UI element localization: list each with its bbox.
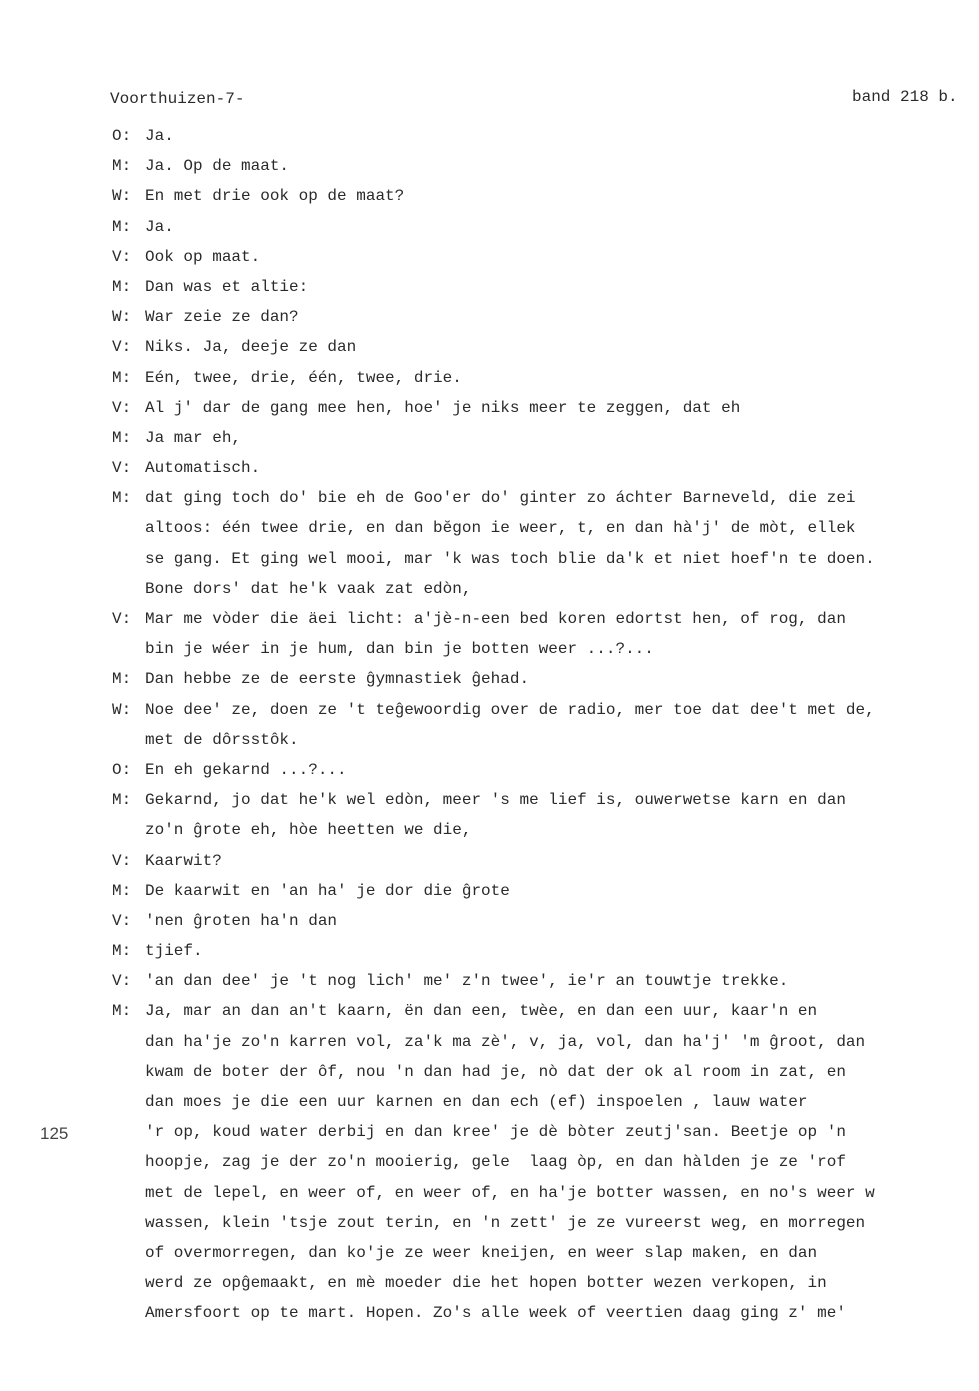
speaker-label: M: bbox=[112, 217, 132, 236]
speaker-label: M: bbox=[112, 368, 132, 387]
transcript-line bbox=[112, 272, 972, 302]
transcript-line bbox=[112, 785, 972, 815]
line-text: 'r op, koud water derbij en dan kree' je dè bòter zeutj'san. Beetje op 'n bbox=[145, 1123, 846, 1142]
speaker-label: V: bbox=[112, 459, 132, 478]
line-text: altoos: één twee drie, en dan bĕgon ie weer, t, en dan hà'j' de mòt, ellek bbox=[145, 519, 856, 538]
line-text: 'nen ĝroten ha'n dan bbox=[145, 911, 338, 930]
line-text: Niks. Ja, deeje ze dan bbox=[145, 338, 357, 357]
line-text: De kaarwit en 'an ha' je dor die ĝrote bbox=[145, 881, 510, 900]
speaker-label: M: bbox=[112, 428, 132, 447]
transcript-line bbox=[112, 363, 972, 393]
line-text: Ja. bbox=[145, 127, 174, 145]
speaker-label: M: bbox=[112, 791, 132, 810]
transcript-line bbox=[112, 212, 972, 242]
line-text: Ja. bbox=[145, 217, 174, 236]
speaker-label: V: bbox=[112, 247, 132, 266]
transcript-line bbox=[112, 393, 972, 423]
line-text: Gekarnd, jo dat he'k wel edòn, meer 's me lief is, ouwerwetse karn en dan bbox=[145, 791, 846, 810]
transcript-line bbox=[112, 483, 972, 513]
line-text: werd ze opĝemaakt, en mè moeder die het hopen botter wezen verkopen, in bbox=[145, 1274, 827, 1293]
line-text: zo'n ĝrote eh, hòe heetten we die, bbox=[145, 821, 472, 840]
line-text: 'an dan dee' je 't nog lich' me' z'n twee', ie'r an touwtje trekke. bbox=[145, 972, 789, 991]
line-text: Mar me vòder die äei licht: a'jè-n-een bed koren edortst hen, of rog, dan bbox=[145, 610, 846, 628]
speaker-label: V: bbox=[112, 851, 132, 870]
line-text: En met drie ook op de maat? bbox=[145, 187, 405, 206]
line-text: En eh gekarnd ...?... bbox=[145, 760, 347, 779]
line-text: se gang. Et ging wel mooi, mar 'k was toch blie da'k et niet hoef'n te doen. bbox=[145, 549, 875, 568]
speaker-label: M: bbox=[112, 489, 132, 508]
transcript-line bbox=[112, 906, 972, 936]
line-text: Ja mar eh, bbox=[145, 428, 242, 447]
transcript-line bbox=[112, 181, 972, 211]
line-text: dan ha'je zo'n karren vol, za'k ma zè', v, ja, vol, dan ha'j' 'm ĝroot, dan bbox=[145, 1032, 866, 1051]
speaker-label: M: bbox=[112, 277, 132, 296]
transcript-continuation-line bbox=[112, 513, 972, 543]
transcript-continuation-line bbox=[112, 574, 972, 604]
transcript-line bbox=[112, 332, 972, 362]
transcript-continuation-line bbox=[112, 1178, 972, 1208]
line-text: hoopje, zag je der zo'n mooierig, gele laag òp, en dan hàlden je ze 'rof bbox=[145, 1153, 846, 1172]
line-text: Automatisch. bbox=[145, 459, 261, 478]
transcript-continuation-line bbox=[112, 815, 972, 845]
speaker-label: M: bbox=[112, 1002, 132, 1021]
transcript-continuation-line bbox=[112, 1298, 972, 1328]
speaker-label: V: bbox=[112, 911, 132, 930]
transcript-continuation-line bbox=[112, 544, 972, 574]
speaker-label: M: bbox=[112, 157, 132, 176]
speaker-label: V: bbox=[112, 610, 132, 628]
transcript-continuation-line bbox=[112, 634, 972, 664]
line-text: Al j' dar de gang mee hen, hoe' je niks meer te zeggen, dat eh bbox=[145, 398, 741, 417]
speaker-label: V: bbox=[112, 972, 132, 991]
transcript-line bbox=[112, 302, 972, 332]
transcript-continuation-line bbox=[112, 725, 972, 755]
speaker-label: V: bbox=[112, 398, 132, 417]
line-text: dat ging toch do' bie eh de Goo'er do' ginter zo áchter Barneveld, die zei bbox=[145, 489, 856, 508]
transcript-continuation-line bbox=[112, 1117, 972, 1147]
line-text: of overmorregen, dan ko'je ze weer kneijen, en weer slap maken, en dan bbox=[145, 1243, 818, 1262]
line-text: War zeie ze dan? bbox=[145, 308, 299, 327]
transcript-line bbox=[112, 242, 972, 272]
line-text: met de lepel, en weer of, en weer of, en ha'je botter wassen, en no's weer w bbox=[145, 1183, 875, 1202]
line-text: Dan was et altie: bbox=[145, 277, 309, 296]
transcript-body bbox=[112, 121, 972, 1329]
line-text: tjief. bbox=[145, 942, 203, 961]
transcript-continuation-line bbox=[112, 1087, 972, 1117]
speaker-label: W: bbox=[112, 187, 132, 206]
speaker-label: V: bbox=[112, 338, 132, 357]
line-text: dan moes je die een uur karnen en dan ech (ef) inspoelen , lauw water bbox=[145, 1093, 808, 1111]
transcript-continuation-line bbox=[112, 1268, 972, 1298]
speaker-label: W: bbox=[112, 308, 132, 327]
transcript-line bbox=[112, 846, 972, 876]
transcript-line bbox=[112, 936, 972, 966]
page-title: Voorthuizen-7- bbox=[110, 90, 245, 108]
transcript-line bbox=[112, 453, 972, 483]
line-text: bin je wéer in je hum, dan bin je botten weer ...?... bbox=[145, 640, 654, 659]
transcript-continuation-line bbox=[112, 1238, 972, 1268]
line-text: Amersfoort op te mart. Hopen. Zo's alle week of veertien daag ging z' me' bbox=[145, 1304, 846, 1323]
transcript-line bbox=[112, 423, 972, 453]
line-text: Kaarwit? bbox=[145, 851, 222, 870]
line-text: Ook op maat. bbox=[145, 247, 261, 266]
line-text: wassen, klein 'tsje zout terin, en 'n zett' je ze vureerst weg, en morregen bbox=[145, 1213, 866, 1232]
transcript-continuation-line bbox=[112, 1208, 972, 1238]
transcript-line bbox=[112, 664, 972, 694]
transcript-line bbox=[112, 755, 972, 785]
line-text: Eén, twee, drie, één, twee, drie. bbox=[145, 368, 462, 387]
transcript-line bbox=[112, 121, 972, 151]
line-text: met de dôrsstôk. bbox=[145, 730, 299, 749]
line-text: kwam de boter der ôf, nou 'n dan had je, nò dat der ok al room in zat, en bbox=[145, 1062, 846, 1081]
transcript-continuation-line bbox=[112, 1027, 972, 1057]
transcript-continuation-line bbox=[112, 1147, 972, 1177]
speaker-label: W: bbox=[112, 700, 132, 719]
transcript-continuation-line bbox=[112, 1057, 972, 1087]
speaker-label: M: bbox=[112, 942, 132, 961]
transcript-line bbox=[112, 695, 972, 725]
band-label: band 218 b. bbox=[852, 88, 958, 106]
transcript-line bbox=[112, 151, 972, 181]
line-text: Ja, mar an dan an't kaarn, ën dan een, twèe, en dan een uur, kaar'n en bbox=[145, 1002, 818, 1021]
line-text: Noe dee' ze, doen ze 't teĝewoordig over de radio, mer toe dat dee't met de, bbox=[145, 700, 875, 719]
margin-number: 125 bbox=[40, 1124, 69, 1143]
line-text: Bone dors' dat he'k vaak zat edòn, bbox=[145, 579, 472, 598]
transcript-line bbox=[112, 996, 972, 1026]
transcript-line bbox=[112, 876, 972, 906]
speaker-label: O: bbox=[112, 760, 132, 779]
transcript-line bbox=[112, 966, 972, 996]
speaker-label: M: bbox=[112, 670, 132, 689]
line-text: Ja. Op de maat. bbox=[145, 157, 290, 176]
speaker-label: M: bbox=[112, 881, 132, 900]
line-text: Dan hebbe ze de eerste ĝymnastiek ĝehad. bbox=[145, 670, 530, 689]
transcript-line bbox=[112, 604, 972, 634]
speaker-label: O: bbox=[112, 127, 132, 145]
